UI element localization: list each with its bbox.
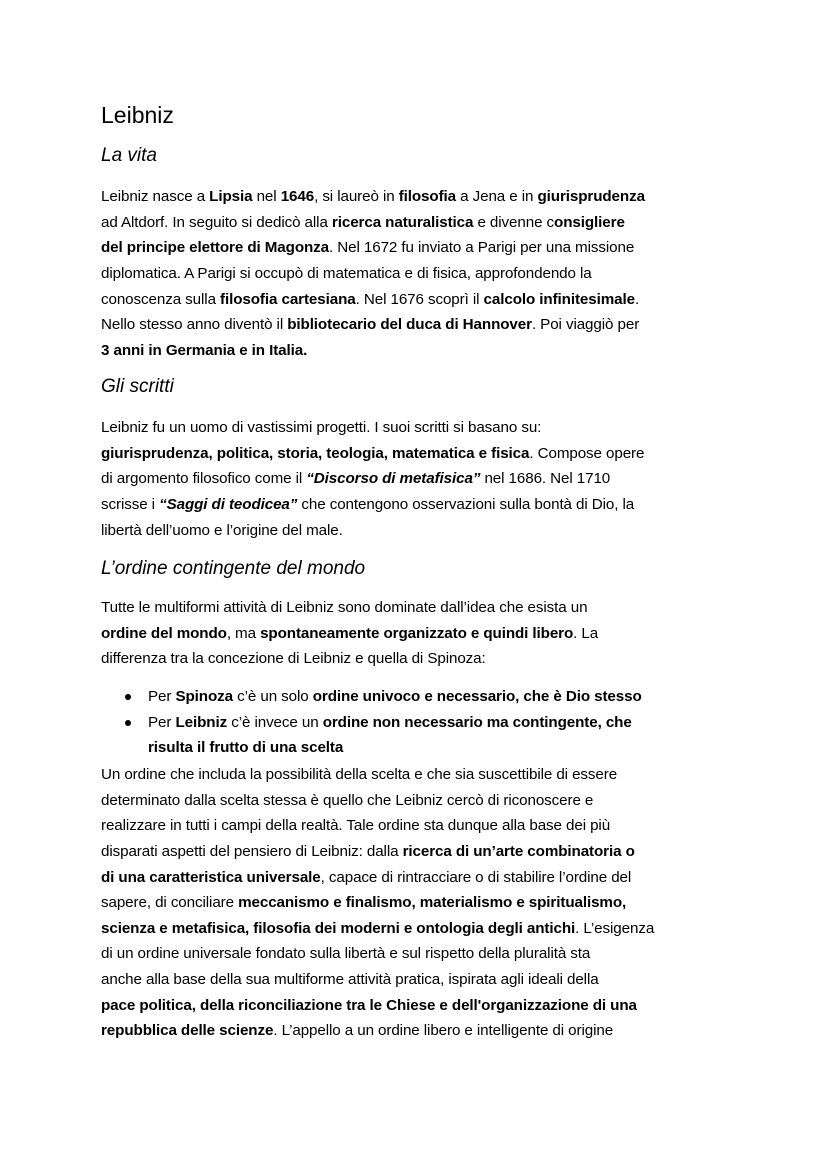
- text-run: di argomento filosofico come il: [101, 470, 307, 488]
- bold-text: filosofia cartesiana: [220, 290, 356, 308]
- text-line: [101, 646, 598, 672]
- bold-text: spontaneamente organizzato e quindi libero: [260, 624, 574, 642]
- bullet-list: [101, 684, 642, 761]
- text-run: differenza tra la concezione di Leibniz e quella di Spinoza:: [101, 650, 486, 668]
- text-line: [148, 710, 642, 736]
- bold-text: 1646: [280, 188, 315, 205]
- text-run: . Nel 1672 fu inviato a Parigi per una missione: [329, 239, 635, 257]
- bold-text: risulta il frutto di una scelta: [148, 739, 344, 757]
- text-run: Per: [148, 713, 176, 731]
- text-run: conoscenza sulla: [101, 290, 221, 308]
- text-run: c’è invece un: [227, 713, 323, 731]
- text-run: .: [634, 290, 640, 308]
- text-line: [101, 312, 645, 338]
- text-line: [101, 235, 645, 261]
- bold-text: filosofia: [398, 188, 457, 205]
- text-line: [101, 210, 645, 236]
- text-run: . Nel 1676 scoprì il: [355, 290, 484, 308]
- text-run: , ma: [226, 624, 261, 642]
- text-run: Un ordine che includa la possibilità della scelta e che sia suscettibile di essere: [101, 766, 618, 783]
- document-title: Leibniz: [101, 102, 174, 128]
- text-run: Per: [148, 688, 176, 705]
- bold-text: bibliotecario del duca di Hannover: [287, 316, 532, 334]
- bold-text: del principe elettore di Magonza: [101, 239, 330, 257]
- text-run: diplomatica. A Parigi si occupò di matematica e di fisica, approfondendo la: [101, 264, 592, 282]
- text-run: , capace di rintracciare o di stabilire l’ordine del: [320, 868, 632, 886]
- text-line: [101, 839, 654, 865]
- section-heading: Gli scritti: [101, 376, 174, 397]
- text-line: [101, 338, 645, 364]
- text-line: [101, 993, 654, 1019]
- bold-text: ordine non necessario ma contingente, che: [322, 713, 632, 731]
- bold-text: ordine del mondo: [101, 624, 227, 642]
- text-run: Leibniz nasce a: [101, 188, 210, 205]
- text-line: [101, 441, 644, 467]
- paragraph: [101, 595, 598, 672]
- text-line: [148, 684, 642, 710]
- text-run: realizzare in tutti i campi della realtà. Tale ordine sta dunque alla base dei più: [101, 817, 611, 835]
- text-run: a Jena e in: [456, 188, 538, 205]
- section-heading: La vita: [101, 145, 157, 166]
- text-line: [101, 492, 644, 518]
- text-line: [101, 813, 654, 839]
- section-heading: L’ordine contingente del mondo: [101, 558, 366, 579]
- bold-text: di una caratteristica universale: [101, 868, 321, 886]
- paragraph: [101, 184, 645, 363]
- bold-text: Leibniz: [175, 713, 228, 731]
- text-line: [101, 184, 645, 210]
- bullet-dot-icon: [125, 720, 131, 726]
- text-run: determinato dalla scelta stessa è quello che Leibniz cercò di riconoscere e: [101, 791, 594, 809]
- bold-text: “Saggi di teodicea”: [159, 495, 298, 513]
- text-line: [101, 466, 644, 492]
- text-run: . L’esigenza: [575, 919, 655, 937]
- text-line: [101, 595, 598, 621]
- text-line: [101, 890, 654, 916]
- text-line: [101, 788, 654, 814]
- text-run: di un ordine universale fondato sulla libertà e sul rispetto della pluralità sta: [101, 945, 591, 963]
- bold-text: meccanismo e finalismo, materialismo e spiritualismo,: [238, 894, 627, 912]
- bold-text: onsigliere: [554, 213, 625, 231]
- text-run: ad Altdorf. In seguito si dedicò alla: [101, 213, 332, 231]
- text-line: [101, 1018, 654, 1044]
- text-run: sapere, di conciliare: [101, 894, 239, 912]
- bold-text: ordine univoco e necessario, che è Dio stesso: [312, 688, 642, 705]
- text-line: [101, 916, 654, 942]
- bold-text: ricerca naturalistica: [331, 213, 474, 231]
- text-line: [101, 287, 645, 313]
- text-run: libertà dell’uomo e l’origine del male.: [101, 521, 343, 539]
- bold-text: repubblica delle scienze: [101, 1022, 274, 1040]
- text-line: [101, 261, 645, 287]
- text-line: [101, 518, 644, 544]
- bold-text: “Discorso di metafisica”: [306, 470, 481, 488]
- bullet-item: [101, 710, 642, 761]
- text-line: [101, 865, 654, 891]
- bold-text: Lipsia: [209, 188, 253, 205]
- paragraph: [101, 762, 654, 1044]
- bold-text: Spinoza: [175, 688, 233, 705]
- bold-text: giurisprudenza, politica, storia, teologia, matematica e fisica: [101, 444, 530, 462]
- text-run: c’è un solo: [233, 688, 313, 705]
- text-line: [101, 621, 598, 647]
- text-run: Nello stesso anno diventò il: [101, 316, 288, 334]
- text-line: [101, 415, 644, 441]
- bullet-dot-icon: [125, 694, 131, 700]
- text-run: nel: [252, 188, 281, 205]
- text-run: Leibniz fu un uomo di vastissimi progetti. I suoi scritti si basano su:: [101, 419, 542, 436]
- text-line: [101, 941, 654, 967]
- bold-text: 3 anni in Germania e in Italia.: [101, 341, 308, 359]
- text-run: . Poi viaggiò per: [531, 316, 640, 334]
- paragraph: [101, 415, 644, 543]
- bold-text: pace politica, della riconciliazione tra le Chiese e dell'organizzazione di una: [101, 996, 637, 1014]
- bold-text: scienza e metafisica, filosofia dei moderni e ontologia degli antichi: [101, 919, 576, 937]
- text-run: Tutte le multiformi attività di Leibniz sono dominate dall’idea che esista un: [101, 599, 588, 616]
- bold-text: calcolo infinitesimale: [483, 290, 635, 308]
- text-run: scrisse i: [101, 495, 160, 513]
- text-line: [101, 967, 654, 993]
- text-run: e divenne c: [473, 213, 555, 231]
- text-run: anche alla base della sua multiforme attività pratica, ispirata agli ideali della: [101, 971, 599, 989]
- text-run: che contengono osservazioni sulla bontà di Dio, la: [297, 495, 635, 513]
- bullet-item: [101, 684, 642, 710]
- bold-text: ricerca di un’arte combinatoria o: [402, 842, 635, 860]
- text-run: . L’appello a un ordine libero e intelligente di origine: [273, 1022, 614, 1040]
- text-run: . La: [573, 624, 599, 642]
- bold-text: giurisprudenza: [537, 188, 645, 205]
- text-line: [101, 762, 654, 788]
- text-run: nel 1686. Nel 1710: [480, 470, 611, 488]
- text-line: [148, 735, 642, 761]
- text-run: disparati aspetti del pensiero di Leibniz: dalla: [101, 842, 403, 860]
- text-run: . Compose opere: [529, 444, 645, 462]
- text-run: , si laureò in: [314, 188, 399, 205]
